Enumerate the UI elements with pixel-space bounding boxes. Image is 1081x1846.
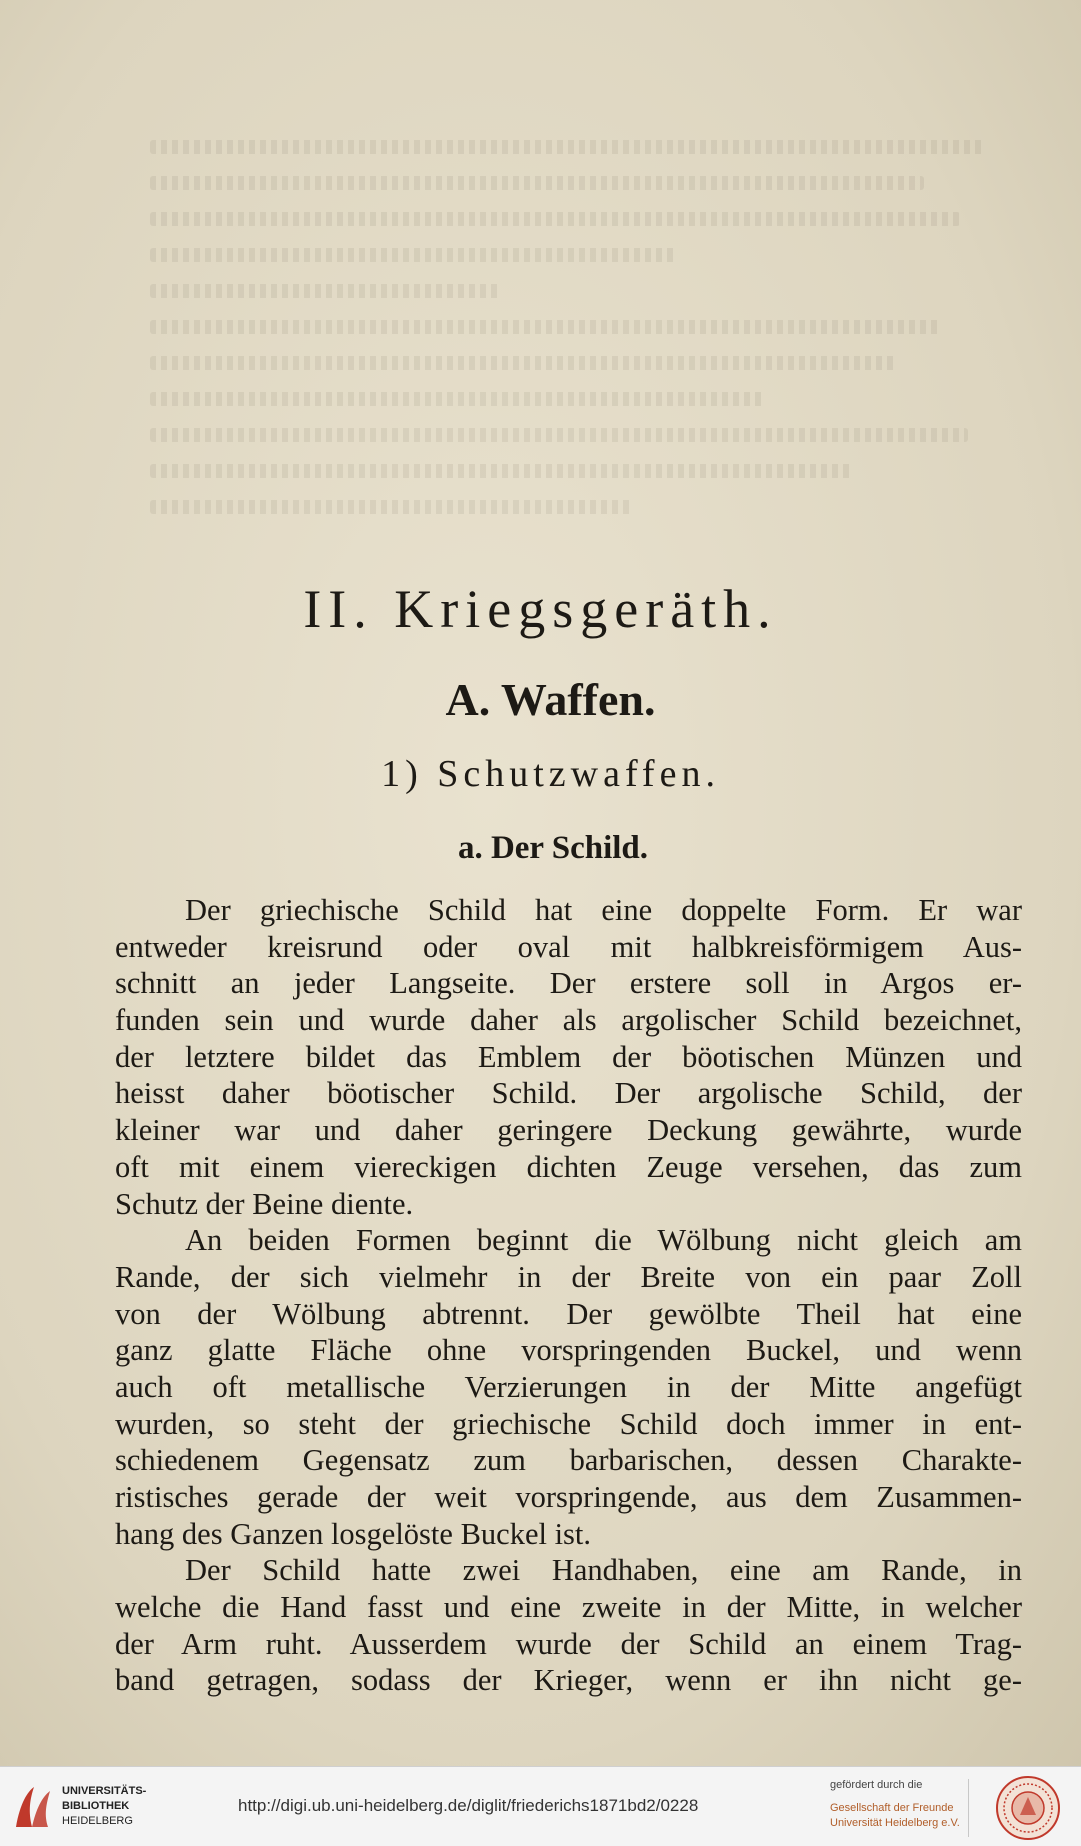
text-line: band getragen, sodass der Krieger, wenn er ihn nicht ge- (115, 1663, 1022, 1698)
text-line: wurden, so steht der griechische Schild doch immer in ent- (115, 1406, 1022, 1441)
library-name-line: HEIDELBERG (62, 1815, 133, 1827)
library-logo-icon[interactable] (10, 1783, 56, 1831)
footer-bar (0, 1766, 1081, 1846)
text-line: hang des Ganzen losgelöste Buckel ist. (115, 1516, 592, 1551)
permalink-url[interactable]: http://digi.ub.uni-heidelberg.de/diglit/friederichs1871bd2/0228 (238, 1796, 699, 1815)
subsection-heading: 1) Schutzwaffen. (381, 753, 720, 795)
body-text (115, 892, 1022, 1699)
sponsor-label: gefördert durch die (830, 1779, 923, 1791)
text-line: funden sein und wurde daher als argolischer Schild bezeichnet, (115, 1003, 1022, 1038)
text-line: heisst daher böotischer Schild. Der argolische Schild, der (115, 1076, 1022, 1111)
section-heading: A. Waffen. (445, 674, 656, 725)
library-name[interactable] (62, 1784, 146, 1829)
bleed-through-text (150, 140, 1030, 560)
text-line: welche die Hand fasst und eine zweite in der Mitte, in welcher (115, 1590, 1022, 1625)
text-line: schnitt an jeder Langseite. Der erstere soll in Argos er- (115, 966, 1022, 1001)
library-name-line: BIBLIOTHEK (62, 1800, 130, 1812)
text-line: ristisches gerade der weit vorspringende, aus dem Zusammen- (115, 1480, 1022, 1514)
text-line: An beiden Formen beginnt die Wölbung nicht gleich am (185, 1223, 1022, 1258)
university-seal-icon[interactable] (995, 1775, 1061, 1841)
text-line: kleiner war und daher geringere Deckung gewährte, wurde (115, 1113, 1022, 1148)
text-line: Der griechische Schild hat eine doppelte Form. Er war (185, 893, 1022, 927)
text-line: ganz glatte Fläche ohne vorspringenden Buckel, und wenn (115, 1333, 1022, 1368)
text-line: der letztere bildet das Emblem der böotischen Münzen und (115, 1039, 1022, 1074)
sponsor-name: Universität Heidelberg e.V. (830, 1817, 960, 1829)
text-line: schiedenem Gegensatz zum barbarischen, dessen Charakte- (115, 1443, 1022, 1478)
library-name-line: UNIVERSITÄTS- (62, 1785, 147, 1797)
chapter-heading: II. Kriegsgeräth. (303, 579, 778, 639)
text-line: Rande, der sich vielmehr in der Breite von ein paar Zoll (115, 1259, 1022, 1294)
text-line: von der Wölbung abtrennt. Der gewölbte Theil hat eine (115, 1296, 1022, 1331)
text-line: entweder kreisrund oder oval mit halbkreisförmigem Aus- (115, 929, 1022, 964)
sponsor-name: Gesellschaft der Freunde (830, 1802, 954, 1814)
sponsor-block[interactable] (830, 1779, 960, 1831)
text-line: der Arm ruht. Ausserdem wurde der Schild an einem Trag- (115, 1626, 1022, 1661)
item-heading: a. Der Schild. (457, 830, 649, 866)
text-line: Schutz der Beine diente. (115, 1186, 414, 1221)
footer-divider (968, 1779, 969, 1837)
text-line: auch oft metallische Verzierungen in der Mitte angefügt (115, 1369, 1022, 1404)
text-line: oft mit einem viereckigen dichten Zeuge versehen, das zum (115, 1149, 1022, 1184)
text-line: Der Schild hatte zwei Handhaben, eine am Rande, in (185, 1553, 1022, 1588)
